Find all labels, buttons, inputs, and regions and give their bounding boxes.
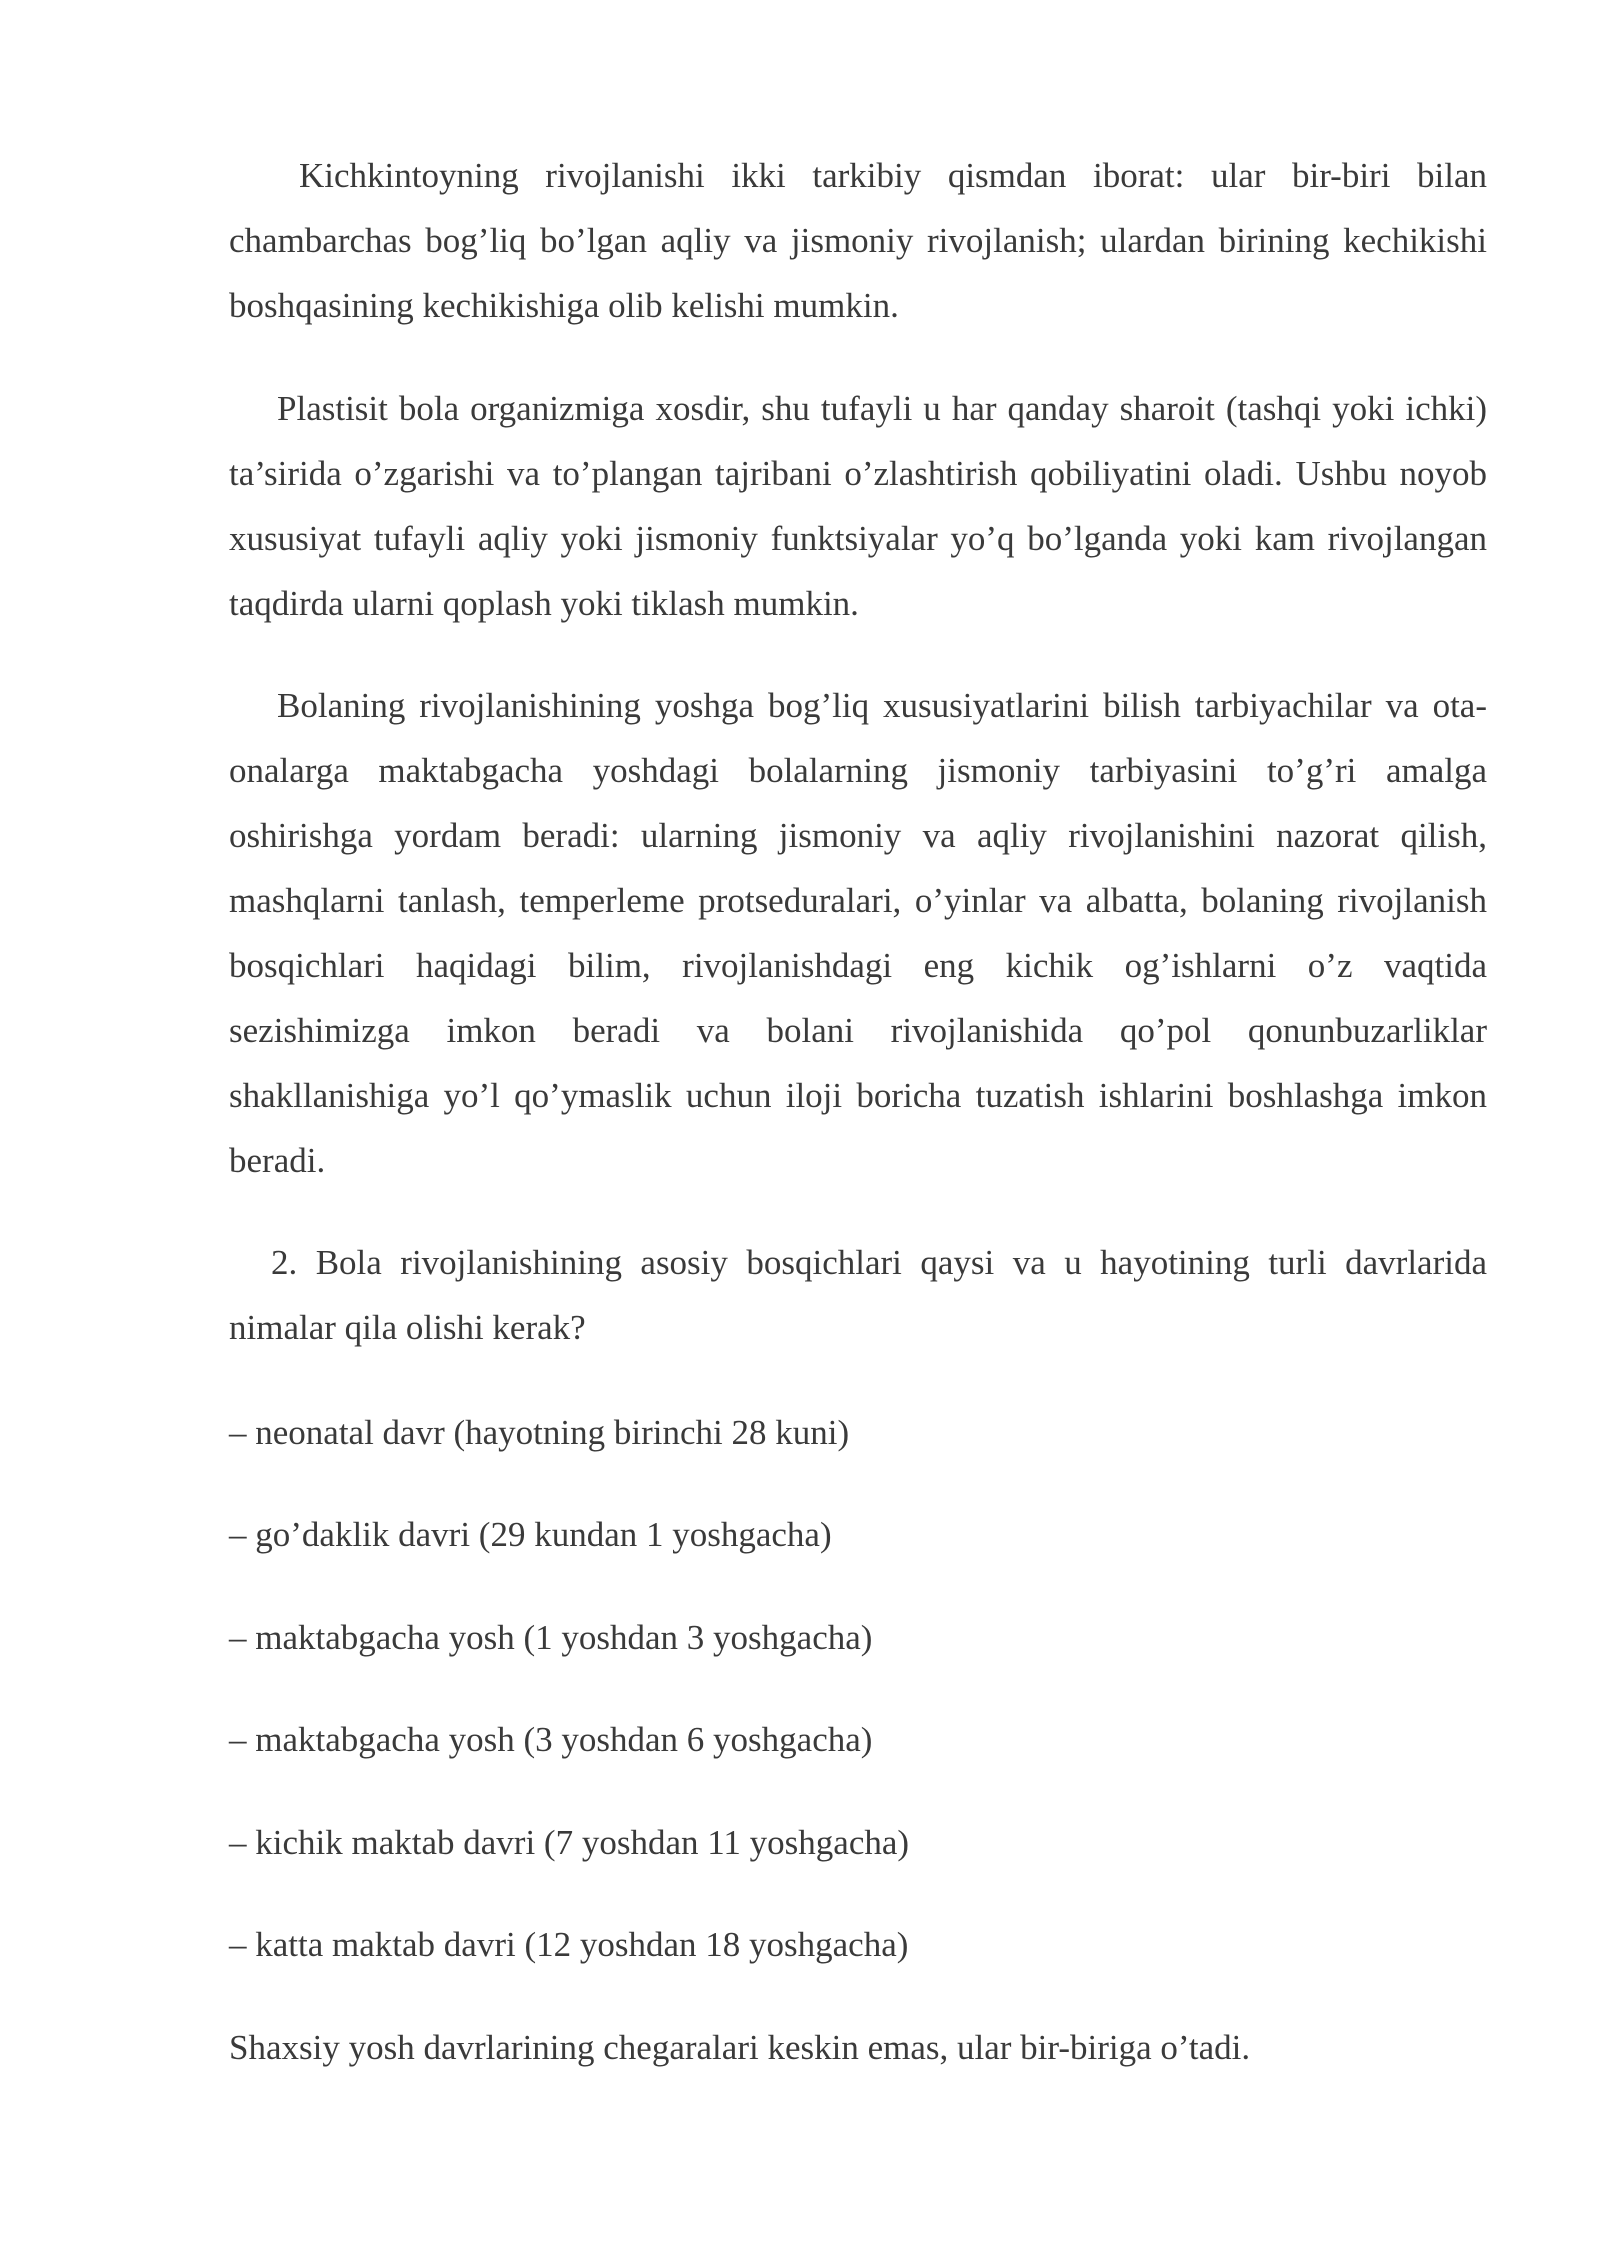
question-heading: 2. Bola rivojlanishining asosiy bosqichlari qaysi va u hayotining turli davrlarida nimalar qila olishi kerak? <box>229 1243 1487 1347</box>
paragraph-development-components: Kichkintoyning rivojlanishi ikki tarkibiy qismdan iborat: ular bir-biri bilan chambarchas bog’liq bo’lgan aqliy va jismoniy rivojlanish; ulardan birining kechikishi boshqasining kechikishiga olib kelishi mumkin. <box>229 156 1487 325</box>
paragraph-plasticity: Plastisit bola organizmiga xosdir, shu tufayli u har qanday sharoit (tashqi yoki ichki) ta’sirida o’zgarishi va to’plangan tajribani o’zlashtirish qobiliyatini oladi. Ushbu noyob xususiyat tufayli aqliy yoki jismoniy funktsiyalar yo’q bo’lganda yoki kam rivojlangan taqdirda ularni qoplash yoki tiklash mumkin. <box>229 389 1487 623</box>
stage-list-item: – kichik maktab davri (7 yoshdan 11 yoshgacha) <box>229 1823 910 1862</box>
stage-list-item: – neonatal davr (hayotning birinchi 28 kuni) <box>229 1413 850 1452</box>
closing-sentence: Shaxsiy yosh davrlarining chegaralari keskin emas, ular bir-biriga o’tadi. <box>229 2028 1251 2067</box>
paragraph-age-features: Bolaning rivojlanishining yoshga bog’liq xususiyatlarini bilish tarbiyachilar va ota-onalarga maktabgacha yoshdagi bolalarning jismoniy tarbiyasini to’g’ri amalga oshirishga yordam beradi: ularning jismoniy va aqliy rivojlanishini nazorat qilish, mashqlarni tanlash, temperleme protseduralari, o’yinlar va albatta, bolaning rivojlanish bosqichlari haqidagi bilim, rivojlanishdagi eng kichik og’ishlarni o’z vaqtida sezishimizga imkon beradi va bolani rivojlanishida qo’pol qonunbuzarliklar shakllanishiga yo’l qo’ymaslik uchun iloji boricha tuzatish ishlarini boshlashga imkon beradi. <box>229 686 1487 1180</box>
stage-list-item: – go’daklik davri (29 kundan 1 yoshgacha) <box>229 1515 832 1554</box>
stage-list-item: – maktabgacha yosh (1 yoshdan 3 yoshgacha) <box>229 1618 873 1657</box>
stage-list-item: – katta maktab davri (12 yoshdan 18 yoshgacha) <box>229 1925 909 1964</box>
stage-list-item: – maktabgacha yosh (3 yoshdan 6 yoshgacha) <box>229 1720 873 1759</box>
